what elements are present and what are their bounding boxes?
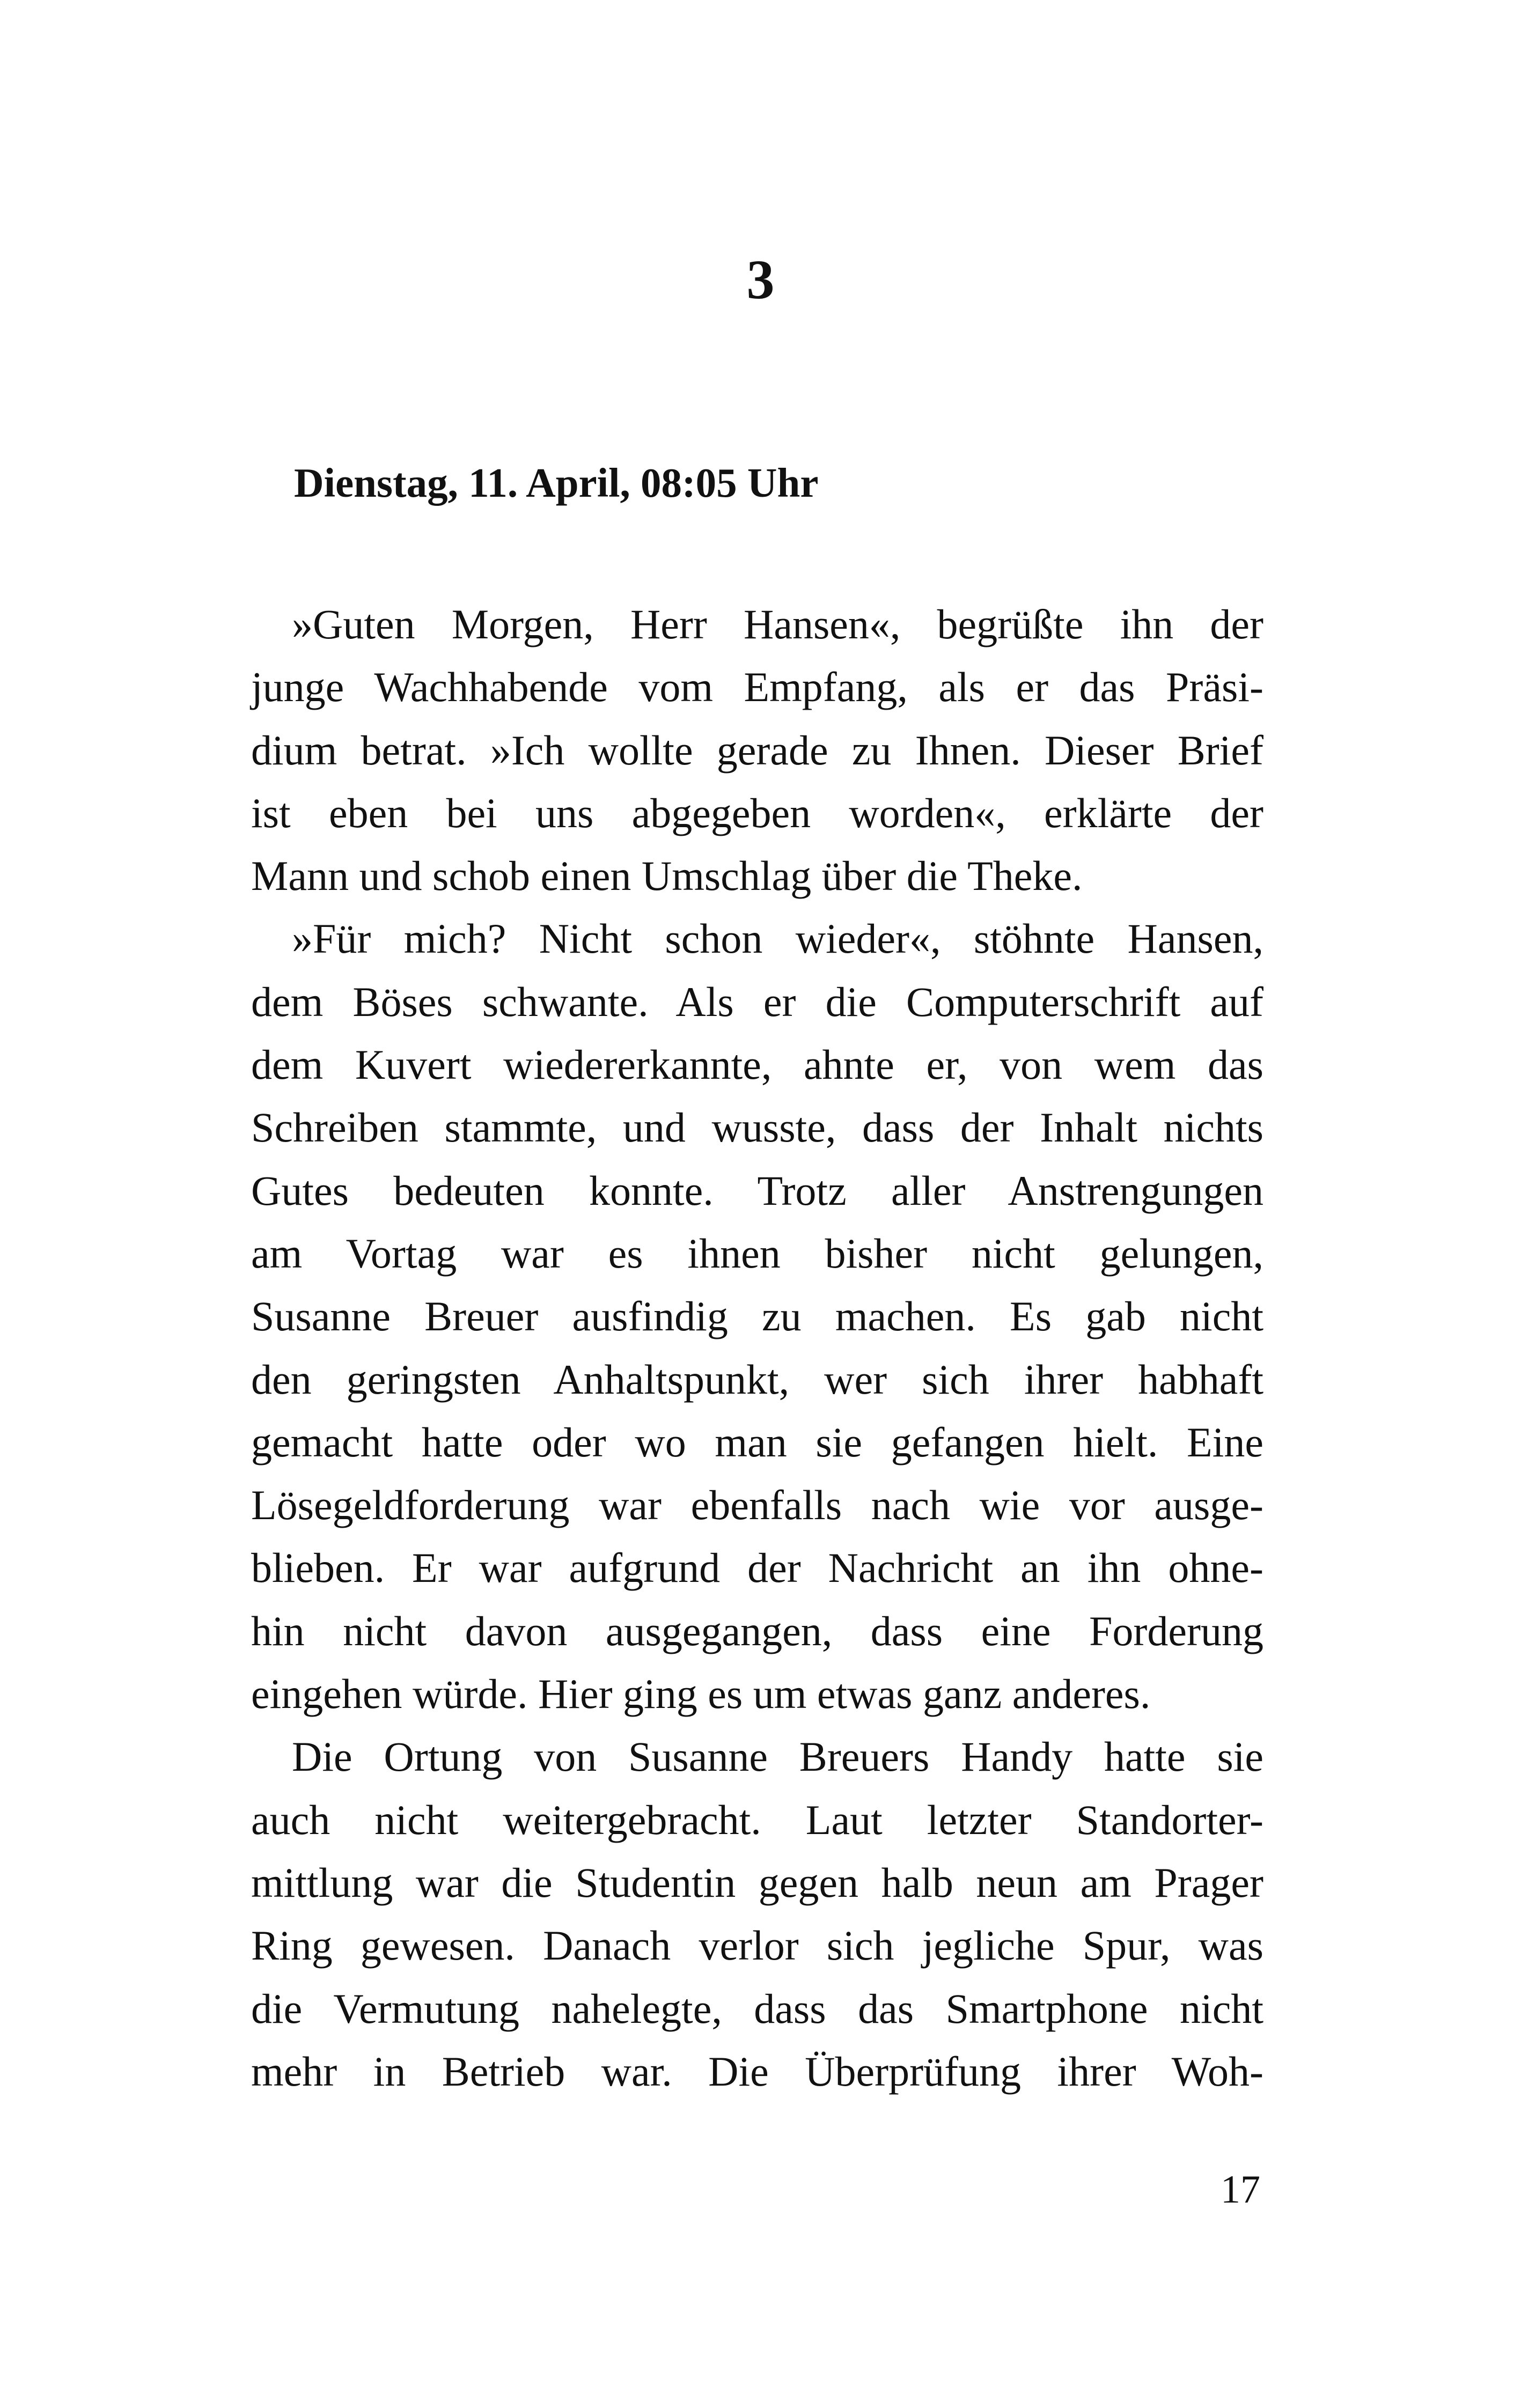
text-line: blieben. Er war aufgrund der Nachricht an ihn ohne- [251, 1544, 1263, 1592]
chapter-number: 3 [746, 249, 775, 311]
text-line: mittlung war die Studentin gegen halb neun am Prager [251, 1859, 1263, 1906]
text-line: gemacht hatte oder wo man sie gefangen hielt. Eine [251, 1418, 1263, 1466]
text-line: Mann und schob einen Umschlag über die Theke. [251, 852, 1083, 900]
text-line: hin nicht davon ausgegangen, dass eine Forderung [251, 1607, 1263, 1654]
text-line: Schreiben stammte, und wusste, dass der Inhalt nichts [251, 1104, 1263, 1151]
text-line: dium betrat. »Ich wollte gerade zu Ihnen. Dieser Brief [251, 726, 1263, 774]
text-line: Susanne Breuer ausfindig zu machen. Es gab nicht [251, 1293, 1263, 1340]
text-line: eingehen würde. Hier ging es um etwas ganz anderes. [251, 1670, 1151, 1718]
text-line: den geringsten Anhaltspunkt, wer sich ihrer habhaft [251, 1356, 1263, 1403]
text-line: mehr in Betrieb war. Die Überprüfung ihrer Woh- [251, 2048, 1263, 2095]
text-line: junge Wachhabende vom Empfang, als er das Präsi- [251, 664, 1263, 711]
body-text [251, 593, 1263, 2103]
text-line: ist eben bei uns abgegeben worden«, erklärte der [251, 789, 1263, 836]
text-line: Lösegeldforderung war ebenfalls nach wie vor ausge- [251, 1482, 1263, 1529]
text-line: »Für mich? Nicht schon wieder«, stöhnte Hansen, [292, 915, 1263, 962]
text-line: dem Böses schwante. Als er die Computerschrift auf [251, 978, 1263, 1025]
text-line: Gutes bedeuten konnte. Trotz aller Anstrengungen [251, 1167, 1263, 1214]
text-line: Ring gewesen. Danach verlor sich jegliche Spur, was [251, 1922, 1263, 1969]
text-line: die Vermutung nahelegte, dass das Smartphone nicht [251, 1985, 1263, 2032]
text-line: Die Ortung von Susanne Breuers Handy hatte sie [292, 1733, 1263, 1780]
text-line: auch nicht weitergebracht. Laut letzter Standorter- [251, 1796, 1263, 1843]
page-number: 17 [1221, 2168, 1260, 2212]
text-line: »Guten Morgen, Herr Hansen«, begrüßte ihn der [292, 601, 1263, 647]
text-line: dem Kuvert wiedererkannte, ahnte er, von wem das [251, 1041, 1263, 1088]
text-line: am Vortag war es ihnen bisher nicht gelungen, [251, 1229, 1263, 1277]
section-heading: Dienstag, 11. April, 08:05 Uhr [294, 460, 819, 506]
